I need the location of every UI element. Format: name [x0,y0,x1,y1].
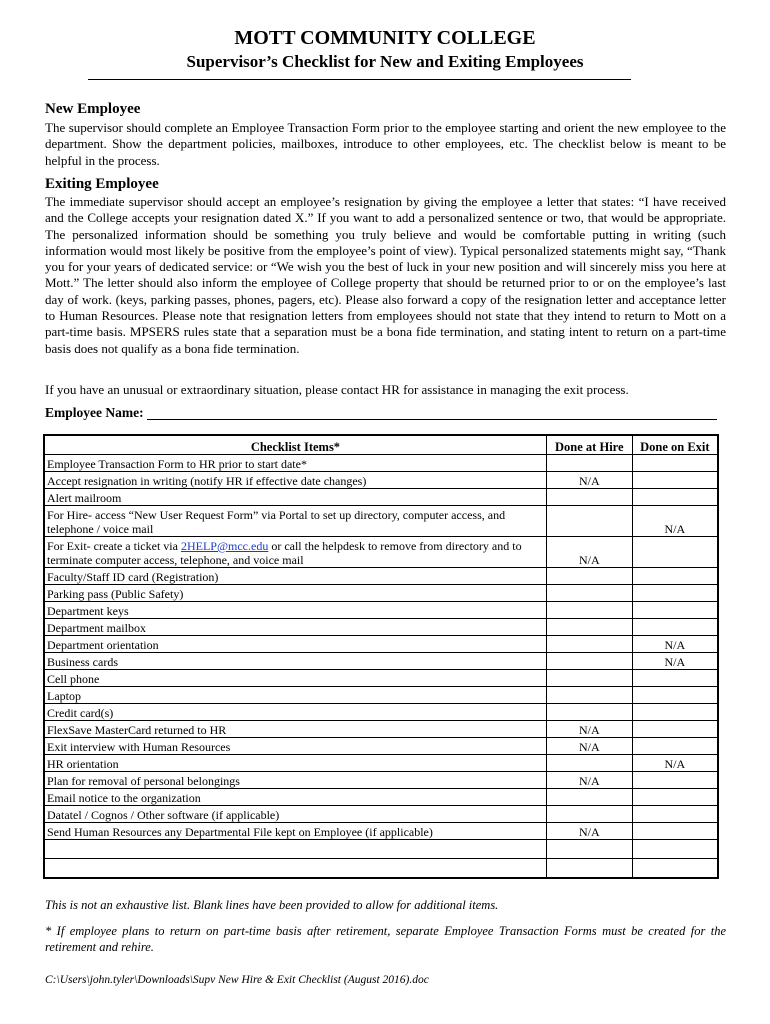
checklist-item: HR orientation [44,755,546,772]
header-done-at-hire: Done at Hire [546,435,632,455]
done-at-hire-cell[interactable]: N/A [546,721,632,738]
blank-row [44,859,718,879]
checklist-item: Plan for removal of personal belongings [44,772,546,789]
checklist-item: FlexSave MasterCard returned to HR [44,721,546,738]
done-on-exit-cell[interactable] [632,806,718,823]
checklist-item: Department mailbox [44,619,546,636]
table-row [44,602,718,619]
done-at-hire-cell[interactable] [546,755,632,772]
done-on-exit-cell[interactable]: N/A [632,506,718,537]
checklist-item: Email notice to the organization [44,789,546,806]
done-on-exit-cell[interactable] [632,537,718,568]
header-done-on-exit: Done on Exit [632,435,718,455]
done-on-exit-cell[interactable]: N/A [632,755,718,772]
checklist-item: Laptop [44,687,546,704]
checklist-item: Business cards [44,653,546,670]
exiting-employee-heading: Exiting Employee [45,176,159,192]
checklist-item: Cell phone [44,670,546,687]
checklist-item: For Hire- access “New User Request Form” via Portal to set up directory, computer access, and telephone / voice mail [44,506,546,537]
done-on-exit-cell[interactable] [632,602,718,619]
done-on-exit-cell[interactable] [632,568,718,585]
contact-hr-text: If you have an unusual or extraordinary situation, please contact HR for assistance in managing the exit process. [45,382,629,397]
blank-exit-cell[interactable] [632,840,718,859]
done-on-exit-cell[interactable] [632,687,718,704]
checklist-item-text: or call the helpdesk to remove from directory and to terminate computer access, telephone, and voice mail [47,539,522,567]
table-row [44,704,718,721]
table-row [44,806,718,823]
done-at-hire-cell[interactable] [546,619,632,636]
blank-hire-cell[interactable] [546,840,632,859]
done-on-exit-cell[interactable] [632,619,718,636]
new-employee-text: The supervisor should complete an Employee Transaction Form prior to the employee starting and orient the new employee to the department. Show the department policies, mailboxes, introduce to other employees, etc. The checklist below is meant to be helpful in the process. [45,120,726,168]
done-on-exit-cell[interactable]: N/A [632,653,718,670]
table-row [44,721,718,738]
done-on-exit-cell[interactable]: N/A [632,636,718,653]
blank-row [44,840,718,859]
exiting-employee-text: The immediate supervisor should accept an employee’s resignation by giving the employee a letter that states: “I have received and the College accepts your resignation dated X.” If you want to add a personalized sentence or two, that would be appropriate. The personalized information should be something you truly believe and would be comfortable putting in writing (such information would most likely be positive from the employee’s point of view). Typical personalized statements might say, “Thank you for your years of dedicated service: or “We wish you the best of luck in your new position and will sincerely miss you here at Mott.” The letter should also inform the employee of College property that should be returned prior to or on the employee’s last day of work. (keys, parking passes, phones, pagers, etc). Please also forward a copy of the resignation letter and acceptance letter to Human Resources. Please note that resignation letters from employees should not state that they intend to return to Mott on a part-time basis. MPSERS rules state that a separation must be a bona fide termination, and stating intent to return on a part-time basis does not qualify as a bona fide termination. [45,194,726,356]
blank-item-cell[interactable] [44,840,546,859]
table-row [44,738,718,755]
done-at-hire-cell[interactable] [546,687,632,704]
table-row [44,755,718,772]
table-row [44,568,718,585]
checklist-item: Parking pass (Public Safety) [44,585,546,602]
table-row [44,537,718,568]
checklist-item: Department orientation [44,636,546,653]
done-at-hire-cell[interactable] [546,602,632,619]
done-on-exit-cell[interactable] [632,670,718,687]
checklist-item: Faculty/Staff ID card (Registration) [44,568,546,585]
checklist-item: Exit interview with Human Resources [44,738,546,755]
done-on-exit-cell[interactable] [632,472,718,489]
document-subtitle: Supervisor’s Checklist for New and Exiting Employees [186,52,584,71]
done-at-hire-cell[interactable] [546,806,632,823]
done-on-exit-cell[interactable] [632,789,718,806]
done-at-hire-cell[interactable] [546,455,632,472]
table-row [44,472,718,489]
checklist-item-text: For Exit- create a ticket via [47,539,181,553]
table-row [44,455,718,472]
table-row [44,489,718,506]
done-at-hire-cell[interactable] [546,636,632,653]
blank-hire-cell[interactable] [546,859,632,879]
done-on-exit-cell[interactable] [632,772,718,789]
done-on-exit-cell[interactable] [632,489,718,506]
college-title: MOTT COMMUNITY COLLEGE [234,27,536,49]
helpdesk-email-link[interactable]: 2HELP@mcc.edu [180,539,269,553]
table-row [44,772,718,789]
checklist-item: Send Human Resources any Departmental File kept on Employee (if applicable) [44,823,546,840]
done-on-exit-cell[interactable] [632,738,718,755]
new-employee-heading: New Employee [45,101,141,117]
checklist-item: Accept resignation in writing (notify HR if effective date changes) [44,472,546,489]
checklist-item: Datatel / Cognos / Other software (if applicable) [44,806,546,823]
done-on-exit-cell[interactable] [632,455,718,472]
checklist-item: Credit card(s) [44,704,546,721]
done-at-hire-cell[interactable] [546,489,632,506]
table-row [44,619,718,636]
checklist-item: Alert mailroom [44,489,546,506]
checklist-item: Department keys [44,602,546,619]
title-divider [88,79,631,80]
checklist-item: Employee Transaction Form to HR prior to start date* [44,455,546,472]
done-at-hire-cell[interactable] [546,789,632,806]
file-path-footer: C:\Users\john.tyler\Downloads\Supv New Hire & Exit Checklist (August 2016).doc [45,974,429,986]
table-row [44,789,718,806]
table-row [44,670,718,687]
done-at-hire-cell[interactable] [546,585,632,602]
header-checklist-items: Checklist Items* [44,435,546,455]
part-time-note: * If employee plans to return on part-time basis after retirement, separate Employee Transaction Forms must be created for the retirement and rehire. [45,924,726,954]
table-row [44,653,718,670]
done-on-exit-cell[interactable] [632,585,718,602]
table-row [44,687,718,704]
checklist-table [43,434,719,879]
employee-name-field[interactable] [147,419,717,420]
done-on-exit-cell[interactable] [632,721,718,738]
done-at-hire-cell[interactable] [546,704,632,721]
blank-item-cell[interactable] [44,859,546,879]
exhaustive-note: This is not an exhaustive list. Blank lines have been provided to allow for additional items. [45,898,499,912]
checklist-item [44,537,546,568]
blank-exit-cell[interactable] [632,859,718,879]
done-on-exit-cell[interactable] [632,704,718,721]
employee-name-label: Employee Name: [45,405,144,420]
done-at-hire-cell[interactable]: N/A [546,772,632,789]
table-row [44,823,718,840]
done-at-hire-cell[interactable]: N/A [546,537,632,568]
done-at-hire-cell[interactable]: N/A [546,823,632,840]
table-row [44,636,718,653]
done-at-hire-cell[interactable] [546,506,632,537]
table-row [44,506,718,537]
done-at-hire-cell[interactable]: N/A [546,738,632,755]
done-at-hire-cell[interactable] [546,653,632,670]
done-at-hire-cell[interactable]: N/A [546,472,632,489]
done-at-hire-cell[interactable] [546,670,632,687]
table-row [44,585,718,602]
done-on-exit-cell[interactable] [632,823,718,840]
done-at-hire-cell[interactable] [546,568,632,585]
